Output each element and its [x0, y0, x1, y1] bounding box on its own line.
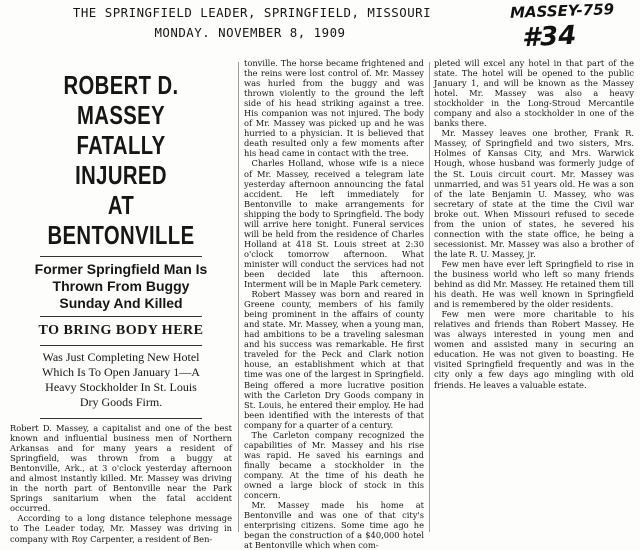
column-rule	[238, 62, 239, 532]
article-column-3	[434, 58, 634, 535]
article-subhead: Former Springfield Man Is Thrown From Buggy Sunday And Killed	[34, 261, 208, 311]
article-deck: Was Just Completing New Hotel Which Is To Open January 1—A Heavy Stockholder In St. Louis Dry Goods Firm.	[42, 350, 200, 409]
article-paragraph: tonville. The horse became frightened and the reins were lost control of. Mr. Massey was hurled from the buggy and was thrown violently to the ground the left side of his head striking against a tree. His companion was not injured. The body of Mr. Massey was picked up and he was hurried to a physician. It is believed that death resulted only a few moments after his head came in contact with the tree.	[244, 58, 424, 159]
article-paragraph: According to a long distance telephone message to The Leader today, Mr. Massey was driving in company with Roy Carpenter, a resident of Ben-	[10, 513, 232, 544]
article-paragraph: Robert Massey was born and reared in Greene county, members of his family being prominent in the affairs of county and state. Mr. Massey, when a young man, had ambitions to be a traveling salesman and his success was remarkable. He first traveled for the Peck and Clark notion house, an establishment which at that time was one of the largest in Springfield. Being offered a more lucrative position with the Carleton Dry Goods company in St. Louis, he entered their employ. He had been identified with the interests of that company for a quarter of a century.	[244, 289, 424, 430]
headline-rule	[40, 316, 202, 317]
article-column-2	[244, 58, 424, 550]
headline-rule	[40, 345, 202, 346]
article-headline: ROBERT D. MASSEY FATALLY INJURED AT BENTONVILLE	[47, 70, 195, 250]
column-rule	[429, 62, 430, 532]
article-paragraph: Robert D. Massey, a capitalist and one of the best known and influential business men of Northern Arkansas and for many years a resident of Springfield, was thrown from a buggy at Bentonville, Ark., at 3 o'clock yesterday afternoon and almost instantly killed. Mr. Massey was driving in the north part of Bentonville near the Park Springs sanitarium when the fatal accident occurred.	[10, 423, 232, 514]
article-paragraph: Few men have ever left Springfield to rise in the business world who left so many friends behind as did Mr. Massey. He retained them till his death. He was well known in Springfield and is remembered by the older residents.	[434, 258, 634, 310]
article-section-head: TO BRING BODY HERE	[38, 323, 204, 338]
article-paragraph: Mr. Massey made his home at Bentonville and was one of that city's enterprising citizens. Some time ago he began the construction of a $40,000 hotel at Bentonville which when com-	[244, 500, 424, 550]
handwritten-number: #34	[521, 20, 578, 54]
headline-rule	[40, 256, 202, 257]
article-paragraph: The Carleton company recognized the capabilities of Mr. Massey and his rise was rapid. He saved his earnings and finally became a stockholder in the company. At the time of his death he owned a large block of stock in this concern.	[244, 429, 424, 501]
masthead-paper-line: THE SPRINGFIELD LEADER, SPRINGFIELD, MISSOURI	[72, 5, 432, 20]
masthead-date-line: MONDAY. NOVEMBER 8, 1909	[154, 25, 346, 40]
handwritten-record-id: MASSEY-759	[509, 0, 615, 22]
headline-rule	[40, 418, 202, 419]
article-column-1	[10, 58, 232, 544]
article-paragraph: pleted will excel any hotel in that part of the state. The hotel will be opened to the public January 1, and will be known as the Massey hotel. Mr. Massey was also a heavy stockholder in the Long-Stroud Mercantile company and also a stockholder in one of the banks there.	[434, 58, 634, 129]
article-paragraph: Few men were more charitable to his relatives and friends than Robert Massey. He was always interested in young men and women and assisted many in securing an education. He was not given to boasting. He visited Springfield frequently and was in the city only a few days ago mingling with old friends. He leaves a valuable estate.	[434, 309, 634, 390]
article-paragraph: Mr. Massey leaves one brother, Frank R. Massey, of Springfield and two sisters, Mrs. Holmes of Kansas City, and Mrs. Warwick Hough, whose husband was formerly judge of the St. Louis circuit court. Mr. Massey was unmarried, and was 51 years old. He was a son of the late Benjamin U. Massey, who was secretary of state at the time the Civil war broke out. When Missouri refused to secede from the union of states, he severed his connection with the state office, he being a secessionist. Mr. Massey was also a brother of the late R. U. Massey, jr.	[434, 128, 634, 259]
article-paragraph: Charles Holland, whose wife is a niece of Mr. Massey, received a telegram late yesterday afternoon announcing the fatal accident. He left immediately for Bentonville to make arrangements for shipping the body to Springfield. The body will arrive here tonight. Funeral services will be held from the residence of Charles Holland at 418 St. Louis street at 2:30 o'clock tomorrow afternoon. What minister will conduct the services had not been decided late this afternoon. Interment will be in Maple Park cemetery.	[244, 158, 424, 290]
